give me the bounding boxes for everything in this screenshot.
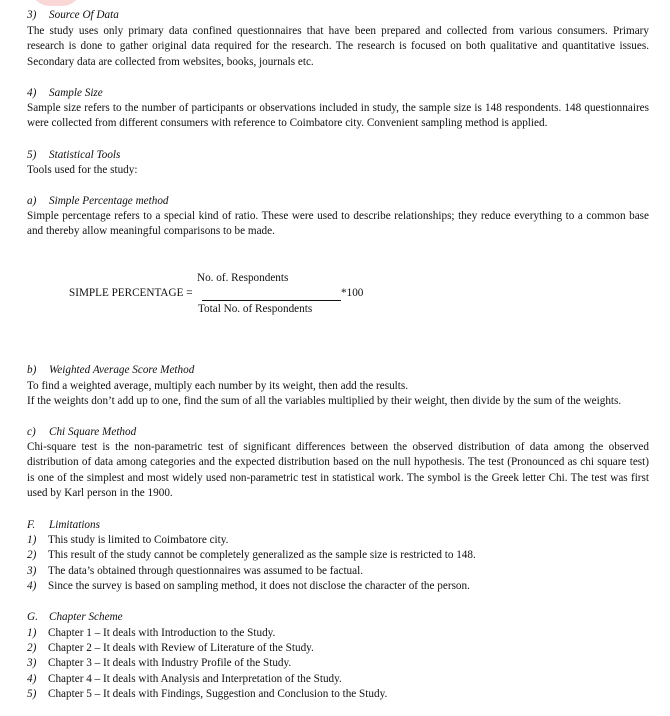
heading-text: Chapter Scheme xyxy=(49,611,123,623)
paragraph-weighted-line2: If the weights don’t add up to one, find the sum of all the variables multiplied by their weight, then divide by the sum of the weights. xyxy=(27,395,622,407)
list-item-number: 4) xyxy=(27,673,37,685)
list-item-number: 2) xyxy=(27,642,37,654)
heading-number: b) xyxy=(27,364,37,376)
heading-text: Chi Square Method xyxy=(49,426,137,438)
list-item xyxy=(27,641,314,656)
list-item xyxy=(27,548,476,563)
list-item-number: 3) xyxy=(27,565,37,577)
list-item xyxy=(27,672,342,687)
heading-text: Limitations xyxy=(49,519,100,531)
list-item-text: Chapter 5 – It deals with Findings, Suggestion and Conclusion to the Study. xyxy=(48,688,388,700)
paragraph-simple-percentage: Simple percentage refers to a special kind of ratio. These were used to describe relationships; they reduce everything to a common base and thereby allow meaningful comparisons to be made. xyxy=(27,210,649,238)
formula-numerator: No. of. Respondents xyxy=(197,272,289,284)
list-item-text: This study is limited to Coimbatore city. xyxy=(48,534,229,546)
paragraph-source-of-data: The study uses only primary data confined questionnaires that have been prepared and collected from various consumers. Primary research is done to gather original data required for the research. The research is focused on both qualitative and quantitative issues. Secondary data are collected from websites, books, journals etc. xyxy=(27,25,649,68)
paragraph-chi-square: Chi-square test is the non-parametric test of significant differences between the observed distribution of data among the observed distribution of data among categories and the expected distribution based on the null hypothesis. The test (Pronounced as chi square test) is one of the simplest and most widely used non-parametric test in statistical work. The symbol is the Greek letter Chi. The test was first used by Karl person in the 1900. xyxy=(27,441,649,500)
list-item-number: 1) xyxy=(27,534,37,546)
list-item-text: This result of the study cannot be completely generalized as the sample size is restricted to 148. xyxy=(48,549,476,561)
paragraph-tools-used: Tools used for the study: xyxy=(27,164,138,176)
heading-simple-percentage xyxy=(27,194,169,209)
list-item xyxy=(27,656,291,671)
list-item-number: 4) xyxy=(27,580,37,592)
heading-text: Simple Percentage method xyxy=(49,195,169,207)
heading-number: 4) xyxy=(27,87,37,99)
formula-fraction-bar xyxy=(202,300,341,301)
heading-number: c) xyxy=(27,426,36,438)
list-item-text: The data’s obtained through questionnaires was assumed to be factual. xyxy=(48,565,364,577)
heading-limitations xyxy=(27,518,100,533)
list-item-number: 3) xyxy=(27,657,37,669)
heading-source-of-data xyxy=(27,8,119,23)
list-item-text: Chapter 4 – It deals with Analysis and Interpretation of the Study. xyxy=(48,673,342,685)
list-item xyxy=(27,533,228,548)
list-item xyxy=(27,564,363,579)
formula-denominator: Total No. of Respondents xyxy=(198,303,313,315)
heading-number: 5) xyxy=(27,149,37,161)
heading-chi-square xyxy=(27,425,136,440)
heading-text: Statistical Tools xyxy=(49,149,121,161)
list-item-text: Since the survey is based on sampling method, it does not disclose the character of the person. xyxy=(48,580,470,592)
list-item-text: Chapter 3 – It deals with Industry Profile of the Study. xyxy=(48,657,292,669)
list-item xyxy=(27,626,275,641)
list-item-number: 1) xyxy=(27,627,37,639)
heading-weighted-average xyxy=(27,363,194,378)
formula-multiplier: *100 xyxy=(341,287,364,299)
heading-number: 3) xyxy=(27,9,37,21)
heading-chapter-scheme xyxy=(27,610,123,625)
formula-label: SIMPLE PERCENTAGE = xyxy=(69,287,193,299)
list-item-text: Chapter 2 – It deals with Review of Literature of the Study. xyxy=(48,642,314,654)
heading-number: G. xyxy=(27,611,38,623)
decorative-arc xyxy=(30,0,82,6)
heading-number: F. xyxy=(27,519,36,531)
heading-sample-size xyxy=(27,86,103,101)
list-item-number: 5) xyxy=(27,688,37,700)
heading-number: a) xyxy=(27,195,37,207)
heading-text: Sample Size xyxy=(49,87,103,99)
heading-text: Weighted Average Score Method xyxy=(49,364,195,376)
list-item-number: 2) xyxy=(27,549,37,561)
list-item xyxy=(27,687,387,702)
list-item-text: Chapter 1 – It deals with Introduction to the Study. xyxy=(48,627,276,639)
paragraph-sample-size: Sample size refers to the number of participants or observations included in study, the sample size is 148 respondents. 148 questionnaires were collected from different consumers with reference to Coimbatore city. Convenient sampling method is applied. xyxy=(27,102,649,130)
list-item xyxy=(27,579,470,594)
heading-text: Source Of Data xyxy=(49,9,119,21)
heading-statistical-tools xyxy=(27,148,120,163)
paragraph-weighted-line1: To find a weighted average, multiply each number by its weight, then add the results. xyxy=(27,380,409,392)
